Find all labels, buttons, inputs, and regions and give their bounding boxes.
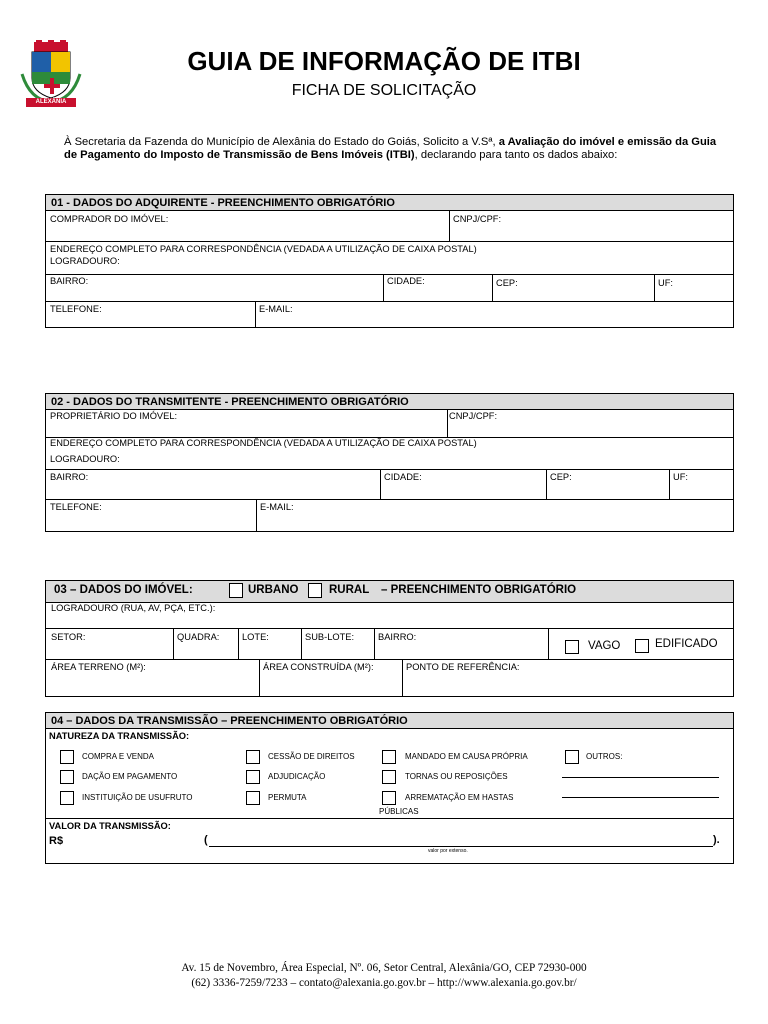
quadra-label: QUADRA: xyxy=(177,632,220,642)
usufruto-label: INSTITUIÇÃO DE USUFRUTO xyxy=(82,793,193,802)
valor-transmissao-label: VALOR DA TRANSMISSÃO: xyxy=(49,821,171,831)
cessao-label: CESSÃO DE DIREITOS xyxy=(268,752,355,761)
urbano-checkbox[interactable] xyxy=(229,583,243,598)
section-transmissao xyxy=(45,712,734,864)
logradouro-label: LOGRADOURO: xyxy=(50,256,120,266)
compra-venda-label: COMPRA E VENDA xyxy=(82,752,155,761)
sublote-label: SUB-LOTE: xyxy=(305,632,355,642)
intro-text-end: , declarando para tanto os dados abaixo: xyxy=(414,149,618,161)
intro-text: À Secretaria da Fazenda do Município de Alexânia do Estado do Goiás, Solicito a V.Sª, xyxy=(64,136,499,148)
adjudicacao-label: ADJUDICAÇÃO xyxy=(268,772,326,781)
outros-line-2[interactable] xyxy=(562,797,719,798)
page-subtitle: FICHA DE SOLICITAÇÃO xyxy=(291,82,477,99)
arrematacao-label-cont: PÚBLICAS xyxy=(379,807,419,816)
area-construida-label: ÁREA CONSTRUÍDA (M²): xyxy=(263,662,374,672)
compra-venda-checkbox[interactable] xyxy=(60,750,74,764)
vago-checkbox[interactable] xyxy=(565,640,579,654)
ponto-referencia-label: PONTO DE REFERÊNCIA: xyxy=(406,662,520,672)
proprietario-label: PROPRIETÁRIO DO IMÓVEL: xyxy=(50,411,178,421)
section-title: 04 – DADOS DA TRANSMISSÃO – PREENCHIMENTO OBRIGATÓRIO xyxy=(46,713,733,729)
telefone-label: TELEFONE: xyxy=(50,304,102,314)
bairro-label: BAIRRO: xyxy=(50,276,89,286)
vago-label: VAGO xyxy=(588,640,621,652)
valor-extenso-line[interactable] xyxy=(209,846,713,847)
uf-label: UF: xyxy=(658,278,673,288)
endereco-label: ENDEREÇO COMPLETO PARA CORRESPONDÊNCIA (VEDADA A UTILIZAÇÃO DE CAIXA POSTAL) xyxy=(50,244,477,254)
intro-bold-text: a Avaliação do imóvel e emissão da Guia de Pagamento do Imposto de Transmissão de Bens Imóveis (ITBI) xyxy=(64,136,717,161)
outros-checkbox[interactable] xyxy=(565,750,579,764)
tornas-label: TORNAS OU REPOSIÇÕES xyxy=(405,772,508,781)
mandado-checkbox[interactable] xyxy=(382,750,396,764)
cnpj-label: CNPJ/CPF: xyxy=(449,411,498,421)
outros-line-1[interactable] xyxy=(562,777,719,778)
logradouro-label: LOGRADOURO: xyxy=(50,454,120,464)
footer-address: Av. 15 de Novembro, Área Especial, Nº. 06, Setor Central, Alexânia/GO, CEP 72930-000 xyxy=(181,962,587,974)
paren-open: ( xyxy=(204,834,208,846)
section-title: 02 - DADOS DO TRANSMITENTE - PREENCHIMENTO OBRIGATÓRIO xyxy=(46,394,733,410)
cidade-label: CIDADE: xyxy=(387,276,425,286)
setor-label: SETOR: xyxy=(51,632,86,642)
endereco-label: ENDEREÇO COMPLETO PARA CORRESPONDÊNCIA (VEDADA A UTILIZAÇÃO DE CAIXA POSTAL) xyxy=(50,438,477,448)
lote-label: LOTE: xyxy=(242,632,269,642)
dacao-checkbox[interactable] xyxy=(60,770,74,784)
comprador-label: COMPRADOR DO IMÓVEL: xyxy=(50,214,169,224)
dacao-label: DAÇÃO EM PAGAMENTO xyxy=(82,772,178,781)
paren-close: ). xyxy=(713,834,720,846)
bairro-label: BAIRRO: xyxy=(378,632,417,642)
cnpj-label: CNPJ/CPF: xyxy=(453,214,502,224)
rural-label: RURAL xyxy=(329,584,370,596)
cidade-label: CIDADE: xyxy=(384,472,422,482)
area-terreno-label: ÁREA TERRENO (M²): xyxy=(51,662,146,672)
cessao-checkbox[interactable] xyxy=(246,750,260,764)
section-transmitente xyxy=(45,393,734,532)
page-title: GUIA DE INFORMAÇÃO DE ITBI xyxy=(187,46,581,76)
telefone-label: TELEFONE: xyxy=(50,502,102,512)
section-title: 01 - DADOS DO ADQUIRENTE - PREENCHIMENTO OBRIGATÓRIO xyxy=(46,195,733,211)
usufruto-checkbox[interactable] xyxy=(60,791,74,805)
adjudicacao-checkbox[interactable] xyxy=(246,770,260,784)
tornas-checkbox[interactable] xyxy=(382,770,396,784)
valor-extenso-caption: valor por extenso. xyxy=(428,848,468,854)
section-adquirente xyxy=(45,194,734,328)
edificado-checkbox[interactable] xyxy=(635,639,649,653)
footer-contact: (62) 3336-7259/7233 – contato@alexania.go.gov.br – http://www.alexania.go.gov.br/ xyxy=(191,977,577,989)
logo-ribbon-text: ALEXÂNIA xyxy=(35,99,67,105)
logradouro-label: LOGRADOURO (RUA, AV, PÇA, ETC.): xyxy=(51,603,216,613)
currency-label: R$ xyxy=(49,835,64,847)
permuta-checkbox[interactable] xyxy=(246,791,260,805)
section-title: 03 – DADOS DO IMÓVEL: xyxy=(54,584,193,596)
section-imovel xyxy=(45,580,734,697)
cep-label: CEP: xyxy=(496,278,518,288)
email-label: E-MAIL: xyxy=(259,304,293,314)
section-title-suffix: – PREENCHIMENTO OBRIGATÓRIO xyxy=(381,584,577,596)
intro-paragraph xyxy=(64,136,724,162)
rural-checkbox[interactable] xyxy=(308,583,322,598)
natureza-label: NATUREZA DA TRANSMISSÃO: xyxy=(49,731,190,741)
urbano-label: URBANO xyxy=(248,584,299,596)
permuta-label: PERMUTA xyxy=(268,793,307,802)
mandado-label: MANDADO EM CAUSA PRÓPRIA xyxy=(405,752,528,761)
email-label: E-MAIL: xyxy=(260,502,294,512)
arrematacao-checkbox[interactable] xyxy=(382,791,396,805)
uf-label: UF: xyxy=(673,472,688,482)
outros-label: OUTROS: xyxy=(586,752,623,761)
bairro-label: BAIRRO: xyxy=(50,472,89,482)
edificado-label: EDIFICADO xyxy=(655,638,718,650)
arrematacao-label: ARREMATAÇÃO EM HASTAS xyxy=(405,793,514,802)
cep-label: CEP: xyxy=(550,472,572,482)
